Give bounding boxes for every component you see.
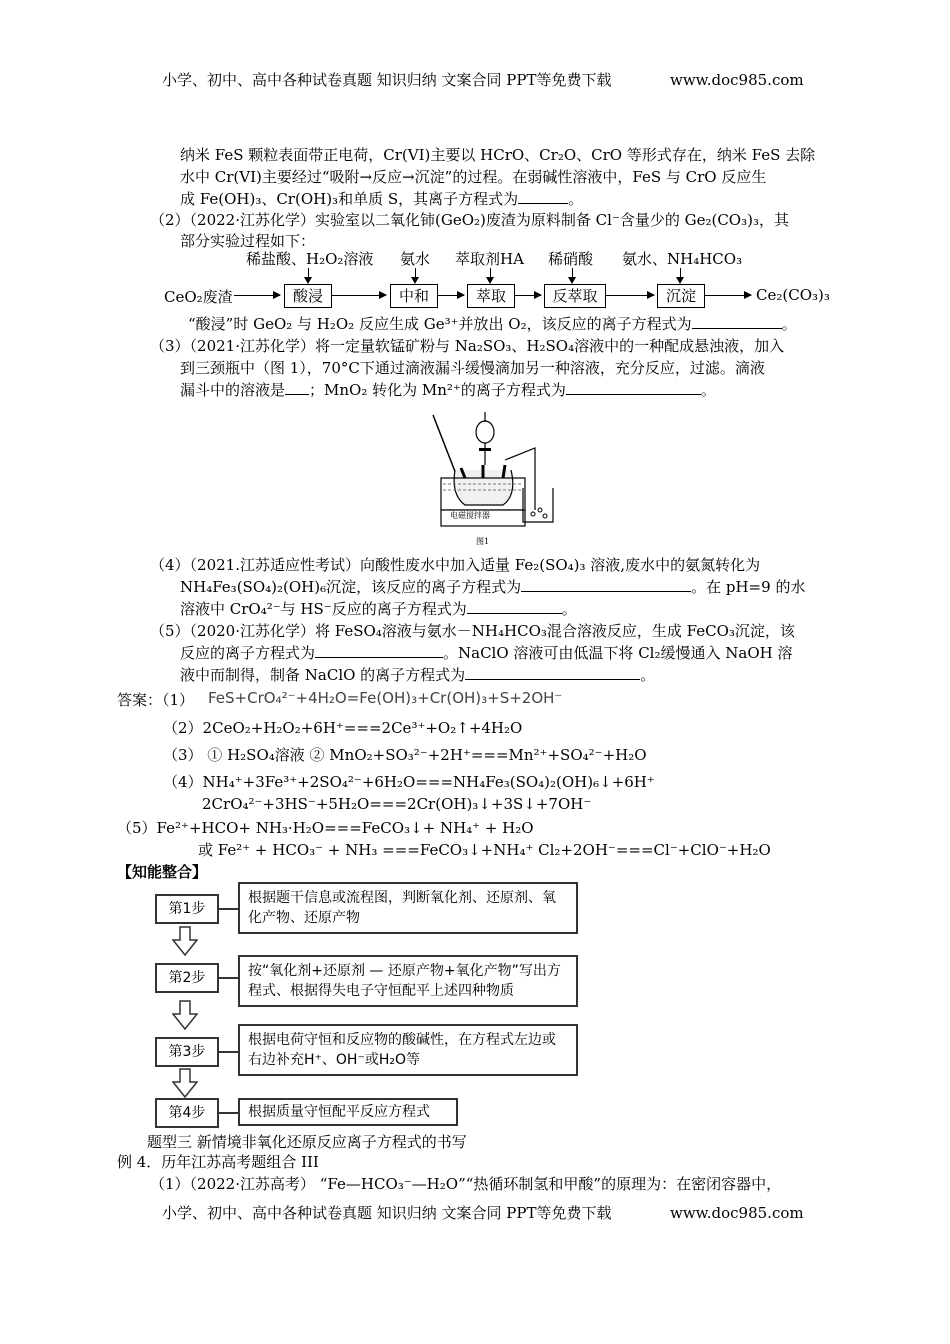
q2-line2: 部分实验过程如下： — [180, 232, 316, 250]
q5-line3: 液中而制得，制备 NaClO 的离子方程式为 。 — [180, 666, 656, 684]
flow-step-box: 中和 — [390, 284, 438, 308]
example4-heading: 例 4．历年江苏高考题组合 III — [117, 1153, 319, 1171]
right-arrow-icon — [705, 295, 751, 296]
answer-blank[interactable] — [467, 599, 562, 614]
reagent-label: 稀盐酸、H₂O₂溶液 — [246, 250, 374, 268]
answer-5b: 或 Fe²⁺ + HCO₃⁻ + NH₃ ===FeCO₃↓+NH₄⁺ Cl₂+2OH⁻===Cl⁻+ClO⁻+H₂O — [198, 841, 771, 859]
connector-line — [217, 977, 238, 979]
right-arrow-icon — [606, 295, 654, 296]
flow-step-box: 反萃取 — [544, 284, 606, 308]
step-label: 第1步 — [155, 894, 219, 924]
answer-4a: （4）NH₄⁺+3Fe³⁺+2SO₄²⁻+6H₂O===NH₄Fe₃(SO₄)₂(OH)₆↓+6H⁺ — [163, 773, 655, 791]
connector-line — [217, 1112, 238, 1114]
flow-start: CeO₂废渣 — [164, 288, 233, 306]
connector-line — [217, 1051, 238, 1053]
answer-blank[interactable] — [692, 314, 782, 329]
answer-3: （3） ① H₂SO₄溶液 ② MnO₂+SO₃²⁻+2H⁺===Mn²⁺+SO₄²⁻+H₂O — [163, 746, 647, 764]
example4-q1: （1）（2022·江苏高考） “Fe—HCO₃⁻—H₂O”“热循环制氢和甲酸”的原理为：在密闭容器中， — [150, 1175, 782, 1193]
three-neck-flask-apparatus-figure — [425, 410, 565, 550]
step-text: 按“氧化剂+还原剂 — 还原产物+氧化产物”写出方程式、根据得失电子守恒配平上述四种物质 — [238, 955, 578, 1007]
q5-line2: 反应的离子方程式为 。NaClO 溶液可由低温下将 Cl₂缓慢通入 NaOH 溶 — [180, 644, 793, 662]
q4-line2: NH₄Fe₃(SO₄)₂(OH)₆沉淀，该反应的离子方程式为 。在 pH=9 的水 — [180, 578, 806, 596]
footer-url[interactable]: www.doc985.com — [670, 1204, 804, 1222]
down-arrow-icon — [680, 268, 681, 282]
q4-line1: （4）（2021.江苏适应性考试）向酸性废水中加入适量 Fe₂(SO₄)₃ 溶液,废水中的氨氮转化为 — [150, 556, 761, 574]
reagent-label: 氨水 — [400, 250, 431, 268]
reagent-label: 萃取剂HA — [455, 250, 524, 268]
answer-blank[interactable] — [521, 577, 691, 592]
flow-step-box: 酸浸 — [284, 284, 332, 308]
reagent-label: 稀硝酸 — [548, 250, 594, 268]
para1-line3: 成 Fe(OH)₃、Cr(OH)₃和单质 S，其离子方程式为 。 — [180, 190, 584, 208]
answer-blank[interactable] — [566, 380, 701, 395]
right-arrow-icon — [515, 295, 541, 296]
step-label: 第4步 — [155, 1098, 219, 1128]
footer-left-text: 小学、初中、高中各种试卷真题 知识归纳 文案合同 PPT等免费下载 — [162, 1204, 612, 1222]
right-arrow-icon — [234, 295, 280, 296]
step-text: 根据电荷守恒和反应物的酸碱性，在方程式左边或右边补充H⁺、OH⁻或H₂O等 — [238, 1024, 578, 1076]
header-url[interactable]: www.doc985.com — [670, 71, 804, 89]
q4-line3: 溶液中 CrO₄²⁻与 HS⁻反应的离子方程式为 。 — [180, 600, 577, 618]
flow-step-box: 沉淀 — [657, 284, 705, 308]
answer-4b: 2CrO₄²⁻+3HS⁻+5H₂O===2Cr(OH)₃↓+3S↓+7OH⁻ — [202, 795, 592, 813]
right-arrow-icon — [438, 295, 464, 296]
q3-line1: （3）（2021·江苏化学）将一定量软锰矿粉与 Na₂SO₃、H₂SO₄溶液中的一种配成悬浊液，加入 — [150, 337, 785, 355]
step-label: 第2步 — [155, 963, 219, 993]
step-text: 根据质量守恒配平反应方程式 — [238, 1098, 458, 1126]
type3-heading: 题型三 新情境非氧化还原反应离子方程式的书写 — [147, 1133, 467, 1151]
q5-line1: （5）（2020·江苏化学）将 FeSO₄溶液与氨水－NH₄HCO₃混合溶液反应，生成 FeCO₃沉淀，该 — [150, 622, 795, 640]
down-arrow-icon — [572, 268, 573, 282]
process-flow-diagram — [160, 248, 830, 316]
answer-label: 答案：（1） — [117, 691, 195, 709]
q3-line3: 漏斗中的溶液是 ；MnO₂ 转化为 Mn²⁺的离子方程式为 。 — [180, 381, 716, 399]
step-text: 根据题干信息或流程图，判断氧化剂、还原剂、氧化产物、还原产物 — [238, 882, 578, 934]
reagent-label: 氨水、NH₄HCO₃ — [622, 250, 743, 268]
connector-line — [217, 908, 238, 910]
q2-line1: （2）（2022·江苏化学）实验室以二氧化铈(GeO₂)废渣为原料制备 Cl⁻含量少的 Ge₂(CO₃)₃，其 — [150, 211, 789, 229]
stirrer-label: 电磁搅拌器 — [450, 511, 490, 520]
right-arrow-icon — [332, 295, 386, 296]
down-hollow-arrow-icon — [172, 1000, 198, 1030]
answer-2: （2）2CeO₂+H₂O₂+6H⁺===2Ce³⁺+O₂↑+4H₂O — [163, 719, 523, 737]
down-arrow-icon — [490, 268, 491, 282]
down-arrow-icon — [308, 268, 309, 282]
answer-1: FeS+CrO₄²⁻+4H₂O=Fe(OH)₃+Cr(OH)₃+S+2OH⁻ — [208, 689, 563, 707]
down-hollow-arrow-icon — [172, 1068, 198, 1098]
answer-blank[interactable] — [315, 643, 443, 658]
answer-blank[interactable] — [518, 189, 568, 204]
q2-line3: “酸浸”时 GeO₂ 与 H₂O₂ 反应生成 Ge³⁺并放出 O₂，该反应的离子方程式为 。 — [188, 315, 797, 333]
q3-line2: 到三颈瓶中（图 1），70°C下通过滴液漏斗缓慢滴加另一种溶液，充分反应，过滤。滴液 — [180, 359, 765, 377]
flow-end: Ce₂(CO₃)₃ — [756, 286, 830, 304]
para1-line1: 纳米 FeS 颗粒表面带正电荷，Cr(VI)主要以 HCrO、Cr₂O、CrO 等形式存在，纳米 FeS 去除 — [180, 146, 816, 164]
answer-5a: （5）Fe²⁺+HCO+ NH₃·H₂O===FeCO₃↓+ NH₄⁺ + H₂O — [117, 819, 534, 837]
figure-caption: 图1 — [476, 537, 490, 546]
down-arrow-icon — [415, 268, 416, 282]
answer-blank[interactable] — [465, 665, 640, 680]
para1-line2: 水中 Cr(VI)主要经过“吸附→反应→沉淀”的过程。在弱碱性溶液中，FeS 与 CrO 反应生 — [180, 168, 767, 186]
answer-blank[interactable] — [285, 380, 309, 395]
header-left-text: 小学、初中、高中各种试卷真题 知识归纳 文案合同 PPT等免费下载 — [162, 71, 612, 89]
down-hollow-arrow-icon — [172, 926, 198, 956]
section-title: 【知能整合】 — [117, 863, 208, 881]
step-label: 第3步 — [155, 1037, 219, 1067]
flow-step-box: 萃取 — [467, 284, 515, 308]
